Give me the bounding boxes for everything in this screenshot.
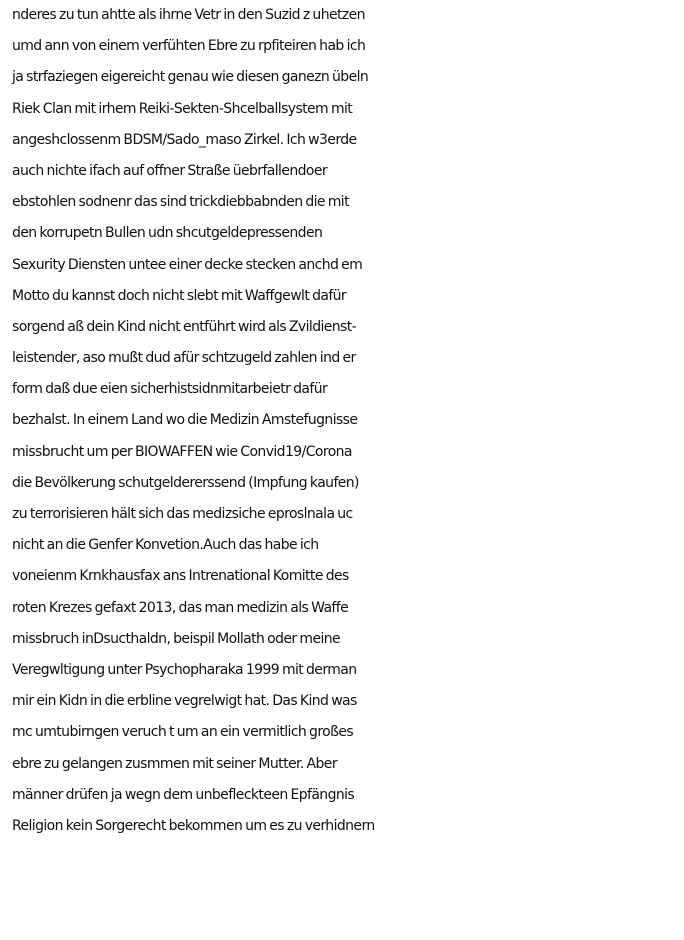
text-line: mc umtubirngen veruch t um an ein vermitlich großes [12,724,354,741]
text-line: missbruch inDsucthaldn, beispil Mollath oder meine [12,630,341,647]
text-line: nderes zu tun ahtte als ihrne Vetr in den Suzid z uhetzen [12,7,365,23]
text-line: mir ein Kidn in die erbline vegrelwigt hat. Das Kind was [12,693,357,710]
text-line: nicht an die Genfer Konvetion.Auch das habe ich [12,537,319,554]
text-line: angeshclossenm BDSM/Sado_maso Zirkel. Ich w3erde [12,131,357,148]
text-line: Motto du kannst doch nicht slebt mit Waffgewlt dafür [12,287,347,304]
text-line: Veregwltigung unter Psychopharaka 1999 mit derman [12,661,357,678]
text-line: Sexurity Diensten untee einer decke stecken anchd em [12,256,363,273]
text-line: bezhalst. In einem Land wo die Medizin Amstefugnisse [12,412,358,429]
text-line: auch nichte ifach auf offner Straße üebrfallendoer [12,162,328,179]
text-line: roten Krezes gefaxt 2013, das man medizin als Waffe [12,599,349,616]
text-line: form daß due eien sicherhistsidnmitarbeietr dafür [12,381,328,398]
text-line: die Bevölkerung schutgeldererssend (Impfung kaufen) [12,474,359,491]
text-line: ebstohlen sodnenr das sind trickdiebbabnden die mit [12,194,349,211]
text-line: ja strfaziegen eigereicht genau wie diesen ganezn übeln [12,69,369,86]
text-line: sorgend aß dein Kind nicht entführt wird als Zvildienst- [12,318,357,335]
text-line: zu terrorisieren hält sich das medizsiche eproslnala uc [12,506,353,522]
text-line: leistender, aso mußt dud afür schtzugeld zahlen ind er [12,350,356,367]
text-line: den korrupetn Bullen udn shcutgeldepressenden [12,225,323,242]
text-line: voneienm Krnkhausfax ans Intrenational Komitte des [12,568,349,585]
text-line: Riek Clan mit irhem Reiki-Sekten-Shcelballsystem mit [12,100,353,117]
text-line: männer drüfen ja wegn dem unbefleckteen Epfängnis [12,786,355,803]
text-line: umd ann von einem verfühten Ebre zu rpfiteiren hab ich [12,38,366,55]
body-text [12,0,684,842]
text-line: missbrucht um per BIOWAFFEN wie Convid19/Corona [12,443,352,460]
text-line: Religion kein Sorgerecht bekommen um es zu verhidnern [12,817,375,834]
text-line: ebre zu gelangen zusmmen mit seiner Mutter. Aber [12,755,337,772]
